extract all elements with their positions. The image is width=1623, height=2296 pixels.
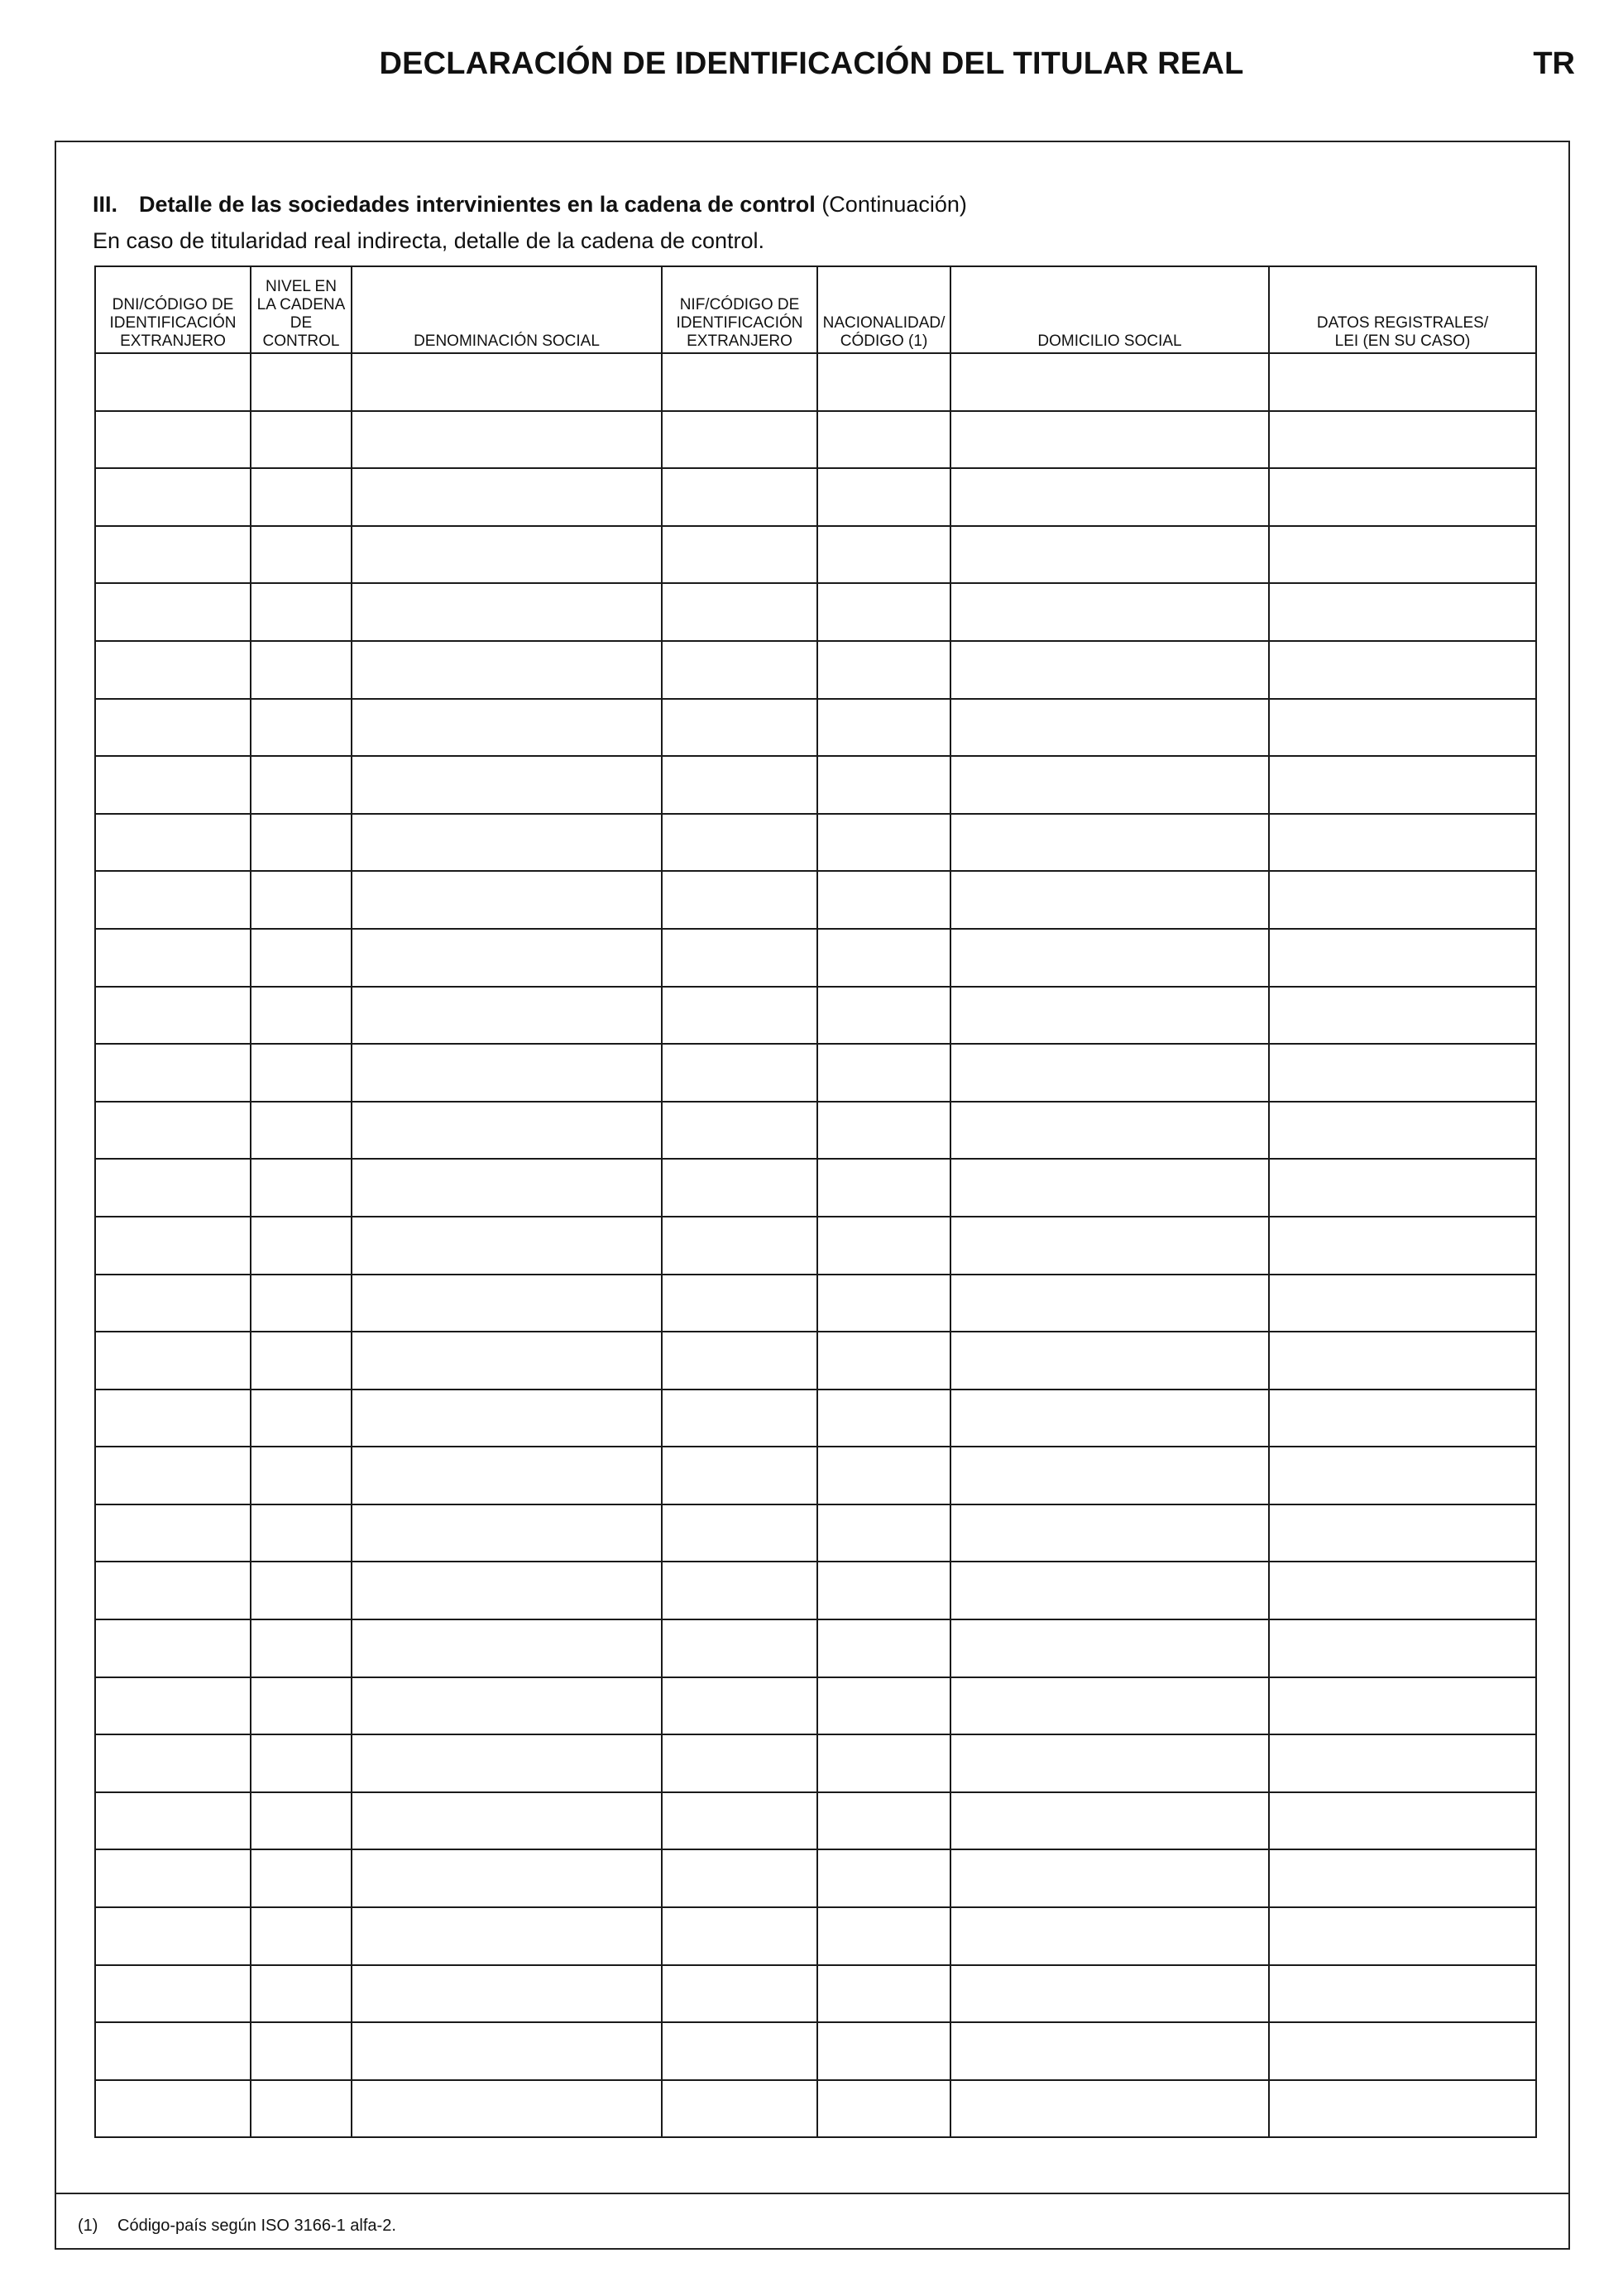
column-header-nacionalidad: NACIONALIDAD/ CÓDIGO (1) — [817, 266, 950, 353]
cell-domicilio[interactable] — [950, 871, 1269, 929]
cell-dni[interactable] — [95, 2022, 251, 2080]
cell-domicilio[interactable] — [950, 1217, 1269, 1275]
cell-nif[interactable] — [662, 526, 817, 584]
cell-nif[interactable] — [662, 987, 817, 1045]
control-chain-table — [94, 265, 1537, 2138]
cell-domicilio[interactable] — [950, 1102, 1269, 1160]
cell-datos-registrales[interactable] — [1269, 814, 1536, 872]
cell-nivel[interactable] — [251, 411, 352, 469]
cell-nivel[interactable] — [251, 987, 352, 1045]
cell-nif[interactable] — [662, 814, 817, 872]
cell-nivel[interactable] — [251, 1217, 352, 1275]
cell-dni[interactable] — [95, 1677, 251, 1735]
cell-denominacion[interactable] — [352, 2080, 662, 2138]
cell-domicilio[interactable] — [950, 2080, 1269, 2138]
cell-nif[interactable] — [662, 1447, 817, 1504]
cell-nivel[interactable] — [251, 1275, 352, 1332]
cell-denominacion[interactable] — [352, 1562, 662, 1619]
cell-domicilio[interactable] — [950, 1619, 1269, 1677]
cell-dni[interactable] — [95, 2080, 251, 2138]
cell-datos-registrales[interactable] — [1269, 987, 1536, 1045]
cell-denominacion[interactable] — [352, 1332, 662, 1390]
table-row — [95, 353, 1536, 411]
cell-nivel[interactable] — [251, 2080, 352, 2138]
cell-denominacion[interactable] — [352, 411, 662, 469]
cell-datos-registrales[interactable] — [1269, 1849, 1536, 1907]
cell-denominacion[interactable] — [352, 1907, 662, 1965]
cell-nacionalidad[interactable] — [817, 2022, 950, 2080]
table-row — [95, 1159, 1536, 1217]
cell-dni[interactable] — [95, 1619, 251, 1677]
cell-domicilio[interactable] — [950, 1907, 1269, 1965]
cell-nacionalidad[interactable] — [817, 814, 950, 872]
section-note: En caso de titularidad real indirecta, detalle de la cadena de control. — [93, 228, 765, 253]
cell-nif[interactable] — [662, 468, 817, 526]
cell-nif[interactable] — [662, 1677, 817, 1735]
cell-nif[interactable] — [662, 929, 817, 987]
cell-nivel[interactable] — [251, 1504, 352, 1562]
cell-domicilio[interactable] — [950, 1447, 1269, 1504]
cell-denominacion[interactable] — [352, 1734, 662, 1792]
cell-nacionalidad[interactable] — [817, 353, 950, 411]
cell-domicilio[interactable] — [950, 1562, 1269, 1619]
column-header-denominacion: DENOMINACIÓN SOCIAL — [352, 266, 662, 353]
cell-denominacion[interactable] — [352, 468, 662, 526]
table-row — [95, 1332, 1536, 1390]
cell-nif[interactable] — [662, 2022, 817, 2080]
cell-nacionalidad[interactable] — [817, 526, 950, 584]
cell-dni[interactable] — [95, 1044, 251, 1102]
table-row — [95, 756, 1536, 814]
cell-nivel[interactable] — [251, 2022, 352, 2080]
cell-nif[interactable] — [662, 1332, 817, 1390]
table-row — [95, 641, 1536, 699]
cell-datos-registrales[interactable] — [1269, 526, 1536, 584]
cell-dni[interactable] — [95, 1332, 251, 1390]
cell-datos-registrales[interactable] — [1269, 1390, 1536, 1447]
cell-nivel[interactable] — [251, 641, 352, 699]
cell-nif[interactable] — [662, 1849, 817, 1907]
cell-nivel[interactable] — [251, 353, 352, 411]
cell-nif[interactable] — [662, 1792, 817, 1850]
cell-domicilio[interactable] — [950, 929, 1269, 987]
cell-dni[interactable] — [95, 814, 251, 872]
cell-domicilio[interactable] — [950, 468, 1269, 526]
cell-nacionalidad[interactable] — [817, 1390, 950, 1447]
cell-datos-registrales[interactable] — [1269, 2080, 1536, 2138]
cell-domicilio[interactable] — [950, 1332, 1269, 1390]
cell-datos-registrales[interactable] — [1269, 756, 1536, 814]
cell-nivel[interactable] — [251, 756, 352, 814]
table-row — [95, 1619, 1536, 1677]
cell-nif[interactable] — [662, 1217, 817, 1275]
cell-nif[interactable] — [662, 353, 817, 411]
cell-dni[interactable] — [95, 353, 251, 411]
cell-datos-registrales[interactable] — [1269, 411, 1536, 469]
cell-nacionalidad[interactable] — [817, 987, 950, 1045]
cell-nacionalidad[interactable] — [817, 1332, 950, 1390]
form-code: TR — [1533, 46, 1575, 81]
cell-domicilio[interactable] — [950, 699, 1269, 757]
cell-nivel[interactable] — [251, 526, 352, 584]
cell-nif[interactable] — [662, 2080, 817, 2138]
cell-nacionalidad[interactable] — [817, 929, 950, 987]
cell-nacionalidad[interactable] — [817, 871, 950, 929]
cell-dni[interactable] — [95, 1965, 251, 2023]
cell-dni[interactable] — [95, 526, 251, 584]
cell-nif[interactable] — [662, 871, 817, 929]
page-title: DECLARACIÓN DE IDENTIFICACIÓN DEL TITULAR REAL — [379, 46, 1244, 81]
column-header-dni: DNI/CÓDIGO DE IDENTIFICACIÓN EXTRANJERO — [95, 266, 251, 353]
cell-nivel[interactable] — [251, 1734, 352, 1792]
cell-domicilio[interactable] — [950, 1275, 1269, 1332]
cell-datos-registrales[interactable] — [1269, 1562, 1536, 1619]
cell-dni[interactable] — [95, 699, 251, 757]
table-header-row — [95, 266, 1536, 353]
cell-nacionalidad[interactable] — [817, 583, 950, 641]
cell-nacionalidad[interactable] — [817, 1849, 950, 1907]
cell-domicilio[interactable] — [950, 1849, 1269, 1907]
cell-nivel[interactable] — [251, 1562, 352, 1619]
cell-domicilio[interactable] — [950, 1504, 1269, 1562]
column-header-nif: NIF/CÓDIGO DE IDENTIFICACIÓN EXTRANJERO — [662, 266, 817, 353]
cell-nivel[interactable] — [251, 583, 352, 641]
footnote-marker: (1) — [78, 2217, 98, 2235]
cell-domicilio[interactable] — [950, 1734, 1269, 1792]
cell-nif[interactable] — [662, 1619, 817, 1677]
cell-nacionalidad[interactable] — [817, 1792, 950, 1850]
cell-datos-registrales[interactable] — [1269, 1044, 1536, 1102]
cell-denominacion[interactable] — [352, 2022, 662, 2080]
table-row — [95, 2022, 1536, 2080]
footnote-text: Código-país según ISO 3166-1 alfa-2. — [117, 2217, 396, 2235]
cell-dni[interactable] — [95, 929, 251, 987]
cell-nivel[interactable] — [251, 1907, 352, 1965]
cell-denominacion[interactable] — [352, 1849, 662, 1907]
table-row — [95, 526, 1536, 584]
cell-nacionalidad[interactable] — [817, 641, 950, 699]
table-row — [95, 1907, 1536, 1965]
table-row — [95, 1044, 1536, 1102]
cell-nivel[interactable] — [251, 1390, 352, 1447]
section-heading — [93, 192, 967, 218]
cell-denominacion[interactable] — [352, 1159, 662, 1217]
table-row — [95, 929, 1536, 987]
cell-datos-registrales[interactable] — [1269, 1907, 1536, 1965]
cell-datos-registrales[interactable] — [1269, 929, 1536, 987]
cell-nacionalidad[interactable] — [817, 1217, 950, 1275]
cell-nif[interactable] — [662, 1907, 817, 1965]
cell-denominacion[interactable] — [352, 756, 662, 814]
cell-nif[interactable] — [662, 1504, 817, 1562]
cell-nacionalidad[interactable] — [817, 1275, 950, 1332]
table-row — [95, 2080, 1536, 2138]
cell-denominacion[interactable] — [352, 871, 662, 929]
cell-nivel[interactable] — [251, 1792, 352, 1850]
cell-dni[interactable] — [95, 583, 251, 641]
cell-nivel[interactable] — [251, 871, 352, 929]
cell-nivel[interactable] — [251, 1849, 352, 1907]
cell-domicilio[interactable] — [950, 353, 1269, 411]
cell-nacionalidad[interactable] — [817, 411, 950, 469]
cell-dni[interactable] — [95, 1447, 251, 1504]
cell-domicilio[interactable] — [950, 641, 1269, 699]
cell-nivel[interactable] — [251, 929, 352, 987]
cell-nacionalidad[interactable] — [817, 1159, 950, 1217]
cell-denominacion[interactable] — [352, 1677, 662, 1735]
cell-denominacion[interactable] — [352, 1217, 662, 1275]
cell-denominacion[interactable] — [352, 1965, 662, 2023]
cell-datos-registrales[interactable] — [1269, 699, 1536, 757]
cell-datos-registrales[interactable] — [1269, 1792, 1536, 1850]
section-number: III. — [93, 192, 118, 217]
cell-datos-registrales[interactable] — [1269, 1217, 1536, 1275]
cell-nif[interactable] — [662, 1102, 817, 1160]
table-row — [95, 583, 1536, 641]
table-row — [95, 411, 1536, 469]
cell-denominacion[interactable] — [352, 526, 662, 584]
cell-domicilio[interactable] — [950, 583, 1269, 641]
cell-denominacion[interactable] — [352, 641, 662, 699]
cell-datos-registrales[interactable] — [1269, 1275, 1536, 1332]
cell-nacionalidad[interactable] — [817, 1447, 950, 1504]
cell-dni[interactable] — [95, 1102, 251, 1160]
cell-dni[interactable] — [95, 1792, 251, 1850]
cell-nacionalidad[interactable] — [817, 1504, 950, 1562]
cell-nif[interactable] — [662, 1734, 817, 1792]
cell-domicilio[interactable] — [950, 411, 1269, 469]
cell-nivel[interactable] — [251, 1332, 352, 1390]
cell-denominacion[interactable] — [352, 353, 662, 411]
cell-nif[interactable] — [662, 1965, 817, 2023]
cell-dni[interactable] — [95, 987, 251, 1045]
cell-domicilio[interactable] — [950, 987, 1269, 1045]
cell-nif[interactable] — [662, 583, 817, 641]
cell-datos-registrales[interactable] — [1269, 1677, 1536, 1735]
table-row — [95, 1102, 1536, 1160]
footnote — [78, 2217, 396, 2236]
cell-datos-registrales[interactable] — [1269, 1102, 1536, 1160]
cell-nacionalidad[interactable] — [817, 756, 950, 814]
cell-domicilio[interactable] — [950, 1159, 1269, 1217]
table-row — [95, 1504, 1536, 1562]
table-row — [95, 871, 1536, 929]
cell-nif[interactable] — [662, 699, 817, 757]
cell-denominacion[interactable] — [352, 1044, 662, 1102]
cell-datos-registrales[interactable] — [1269, 2022, 1536, 2080]
table-row — [95, 1217, 1536, 1275]
cell-dni[interactable] — [95, 468, 251, 526]
cell-nacionalidad[interactable] — [817, 1677, 950, 1735]
cell-denominacion[interactable] — [352, 1619, 662, 1677]
table-row — [95, 1965, 1536, 2023]
cell-dni[interactable] — [95, 641, 251, 699]
table-row — [95, 1849, 1536, 1907]
cell-nivel[interactable] — [251, 468, 352, 526]
footer-divider — [55, 2193, 1570, 2194]
cell-nif[interactable] — [662, 1562, 817, 1619]
cell-domicilio[interactable] — [950, 526, 1269, 584]
cell-datos-registrales[interactable] — [1269, 1504, 1536, 1562]
cell-nif[interactable] — [662, 1390, 817, 1447]
cell-nivel[interactable] — [251, 1447, 352, 1504]
cell-nacionalidad[interactable] — [817, 2080, 950, 2138]
cell-dni[interactable] — [95, 1159, 251, 1217]
cell-nivel[interactable] — [251, 1159, 352, 1217]
cell-nif[interactable] — [662, 756, 817, 814]
cell-denominacion[interactable] — [352, 699, 662, 757]
column-header-nivel: NIVEL EN LA CADENA DE CONTROL — [251, 266, 352, 353]
cell-datos-registrales[interactable] — [1269, 1619, 1536, 1677]
cell-denominacion[interactable] — [352, 583, 662, 641]
cell-nacionalidad[interactable] — [817, 1102, 950, 1160]
cell-nivel[interactable] — [251, 1619, 352, 1677]
cell-dni[interactable] — [95, 1504, 251, 1562]
cell-dni[interactable] — [95, 1734, 251, 1792]
cell-dni[interactable] — [95, 411, 251, 469]
cell-denominacion[interactable] — [352, 1792, 662, 1850]
cell-nif[interactable] — [662, 1159, 817, 1217]
table-row — [95, 1447, 1536, 1504]
cell-datos-registrales[interactable] — [1269, 1447, 1536, 1504]
cell-denominacion[interactable] — [352, 1390, 662, 1447]
cell-nacionalidad[interactable] — [817, 468, 950, 526]
cell-nivel[interactable] — [251, 1044, 352, 1102]
cell-denominacion[interactable] — [352, 1275, 662, 1332]
table-row — [95, 1734, 1536, 1792]
cell-nif[interactable] — [662, 1275, 817, 1332]
table-row — [95, 814, 1536, 872]
cell-dni[interactable] — [95, 1907, 251, 1965]
cell-nif[interactable] — [662, 641, 817, 699]
cell-nif[interactable] — [662, 1044, 817, 1102]
cell-nivel[interactable] — [251, 814, 352, 872]
cell-denominacion[interactable] — [352, 1504, 662, 1562]
table-body — [95, 353, 1536, 2137]
table-row — [95, 468, 1536, 526]
cell-denominacion[interactable] — [352, 1447, 662, 1504]
cell-datos-registrales[interactable] — [1269, 1734, 1536, 1792]
cell-denominacion[interactable] — [352, 814, 662, 872]
table-row — [95, 1275, 1536, 1332]
cell-nif[interactable] — [662, 411, 817, 469]
cell-datos-registrales[interactable] — [1269, 871, 1536, 929]
cell-nacionalidad[interactable] — [817, 1907, 950, 1965]
table-row — [95, 1390, 1536, 1447]
cell-nacionalidad[interactable] — [817, 1734, 950, 1792]
cell-datos-registrales[interactable] — [1269, 583, 1536, 641]
section-title: Detalle de las sociedades intervinientes en la cadena de control — [139, 192, 816, 217]
cell-domicilio[interactable] — [950, 1044, 1269, 1102]
column-header-datos-registrales: DATOS REGISTRALES/ LEI (EN SU CASO) — [1269, 266, 1536, 353]
cell-denominacion[interactable] — [352, 929, 662, 987]
cell-nacionalidad[interactable] — [817, 1562, 950, 1619]
cell-datos-registrales[interactable] — [1269, 468, 1536, 526]
cell-nacionalidad[interactable] — [817, 1965, 950, 2023]
cell-domicilio[interactable] — [950, 1677, 1269, 1735]
column-header-domicilio: DOMICILIO SOCIAL — [950, 266, 1269, 353]
cell-domicilio[interactable] — [950, 1792, 1269, 1850]
cell-dni[interactable] — [95, 1275, 251, 1332]
cell-dni[interactable] — [95, 1849, 251, 1907]
cell-domicilio[interactable] — [950, 1965, 1269, 2023]
cell-domicilio[interactable] — [950, 814, 1269, 872]
cell-nivel[interactable] — [251, 1102, 352, 1160]
cell-nivel[interactable] — [251, 1965, 352, 2023]
cell-nivel[interactable] — [251, 1677, 352, 1735]
cell-nivel[interactable] — [251, 699, 352, 757]
cell-domicilio[interactable] — [950, 1390, 1269, 1447]
table-row — [95, 699, 1536, 757]
cell-domicilio[interactable] — [950, 756, 1269, 814]
cell-dni[interactable] — [95, 756, 251, 814]
cell-nacionalidad[interactable] — [817, 699, 950, 757]
cell-nacionalidad[interactable] — [817, 1044, 950, 1102]
table-row — [95, 987, 1536, 1045]
cell-denominacion[interactable] — [352, 987, 662, 1045]
table-row — [95, 1677, 1536, 1735]
cell-nacionalidad[interactable] — [817, 1619, 950, 1677]
cell-dni[interactable] — [95, 871, 251, 929]
cell-dni[interactable] — [95, 1217, 251, 1275]
cell-dni[interactable] — [95, 1390, 251, 1447]
table-row — [95, 1792, 1536, 1850]
section-title-suffix: (Continuación) — [815, 192, 967, 217]
cell-datos-registrales[interactable] — [1269, 641, 1536, 699]
cell-datos-registrales[interactable] — [1269, 1965, 1536, 2023]
cell-domicilio[interactable] — [950, 2022, 1269, 2080]
cell-datos-registrales[interactable] — [1269, 1159, 1536, 1217]
cell-dni[interactable] — [95, 1562, 251, 1619]
cell-datos-registrales[interactable] — [1269, 353, 1536, 411]
cell-datos-registrales[interactable] — [1269, 1332, 1536, 1390]
cell-denominacion[interactable] — [352, 1102, 662, 1160]
table-row — [95, 1562, 1536, 1619]
